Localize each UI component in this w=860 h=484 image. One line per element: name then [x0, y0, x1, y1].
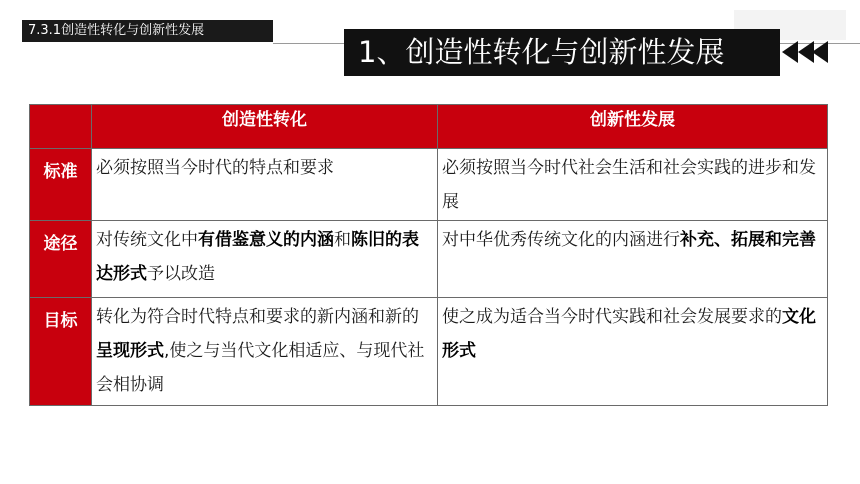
table-header-row	[30, 105, 828, 149]
cell-goal-transformation	[92, 298, 438, 406]
section-label: 7.3.1创造性转化与创新性发展	[22, 20, 273, 42]
body-text: ,使之与当代文化相适应、与现代社会相协调	[96, 341, 425, 395]
header-cell-empty	[30, 105, 92, 149]
table-row-standard	[30, 149, 828, 221]
emphasis-text: 文化形式	[442, 307, 816, 361]
header-cell-transformation: 创造性转化	[92, 105, 438, 149]
emphasis-text: 呈现形式	[96, 341, 164, 361]
emphasis-text: 有借鉴意义的内涵	[198, 230, 334, 250]
cell-approach-development	[438, 221, 828, 298]
body-text: 使之成为适合当今时代实践和社会发展要求的	[442, 307, 782, 327]
body-text: 转化为符合时代特点和要求的新内涵和新的	[96, 307, 419, 327]
body-text: 必须按照当今时代的特点和要求	[96, 158, 334, 178]
cell-goal-development	[438, 298, 828, 406]
table-row-approach	[30, 221, 828, 298]
emphasis-text: 补充、拓展和完善	[680, 230, 816, 250]
emphasis-text: 陈旧的表达形式	[96, 230, 419, 284]
body-text: 必须按照当今时代社会生活和社会实践的进步和发展	[442, 158, 816, 212]
cell-approach-transformation	[92, 221, 438, 298]
header-cell-development: 创新性发展	[438, 105, 828, 149]
body-text: 和	[334, 230, 351, 250]
page-title: 1、创造性转化与创新性发展	[344, 29, 780, 76]
body-text: 对传统文化中	[96, 230, 198, 250]
row-label-standard: 标准	[30, 149, 92, 221]
comparison-table	[29, 104, 828, 406]
row-label-goal: 目标	[30, 298, 92, 406]
row-label-approach: 途径	[30, 221, 92, 298]
body-text: 对中华优秀传统文化的内涵进行	[442, 230, 680, 250]
cell-standard-transformation	[92, 149, 438, 221]
double-left-triangle-icon	[780, 39, 830, 65]
body-text: 予以改造	[147, 264, 215, 284]
cell-standard-development	[438, 149, 828, 221]
table-row-goal	[30, 298, 828, 406]
